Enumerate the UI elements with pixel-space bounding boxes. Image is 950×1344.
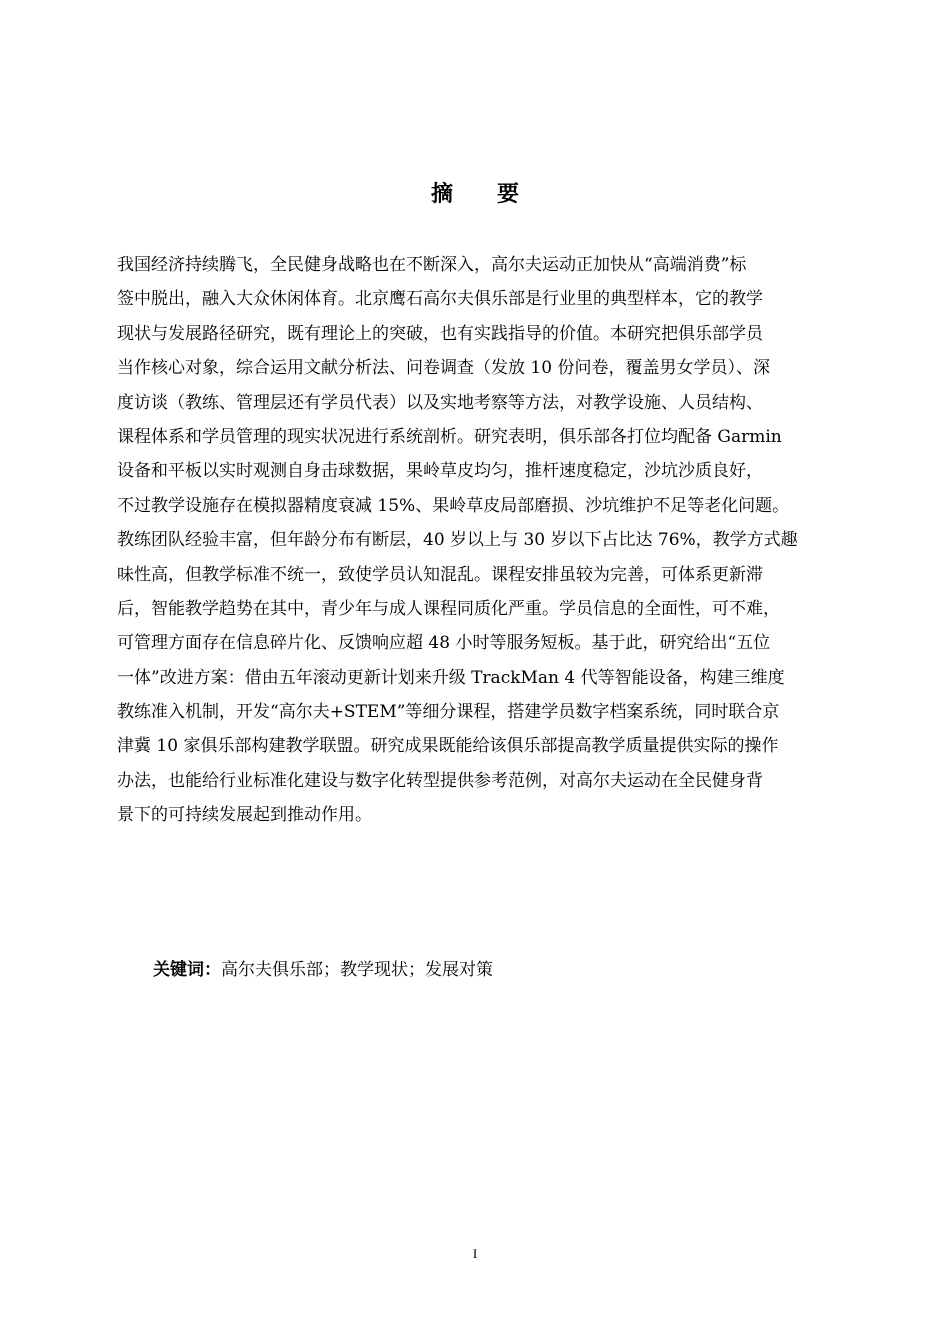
abstract-line: 现状与发展路径研究，既有理论上的突破，也有实践指导的价值。本研究把俱乐部学员 bbox=[117, 323, 763, 344]
keywords-value: 高尔夫俱乐部；教学现状；发展对策 bbox=[221, 960, 493, 980]
abstract-line: 一体”改进方案：借由五年滚动更新计划来升级 TrackMan 4 代等智能设备，构建三维度 bbox=[117, 667, 785, 688]
abstract-line: 教练准入机制，开发“高尔夫+STEM”等细分课程，搭建学员数字档案系统，同时联合京 bbox=[117, 702, 780, 723]
abstract-line: 办法，也能给行业标准化建设与数字化转型提供参考范例，对高尔夫运动在全民健身背 bbox=[117, 770, 763, 791]
keywords-label: 关键词： bbox=[153, 960, 221, 980]
abstract-line: 当作核心对象，综合运用文献分析法、问卷调查（发放 10 份问卷，覆盖男女学员）、深 bbox=[117, 358, 770, 379]
abstract-line: 课程体系和学员管理的现实状况进行系统剖析。研究表明，俱乐部各打位均配备 Garmin bbox=[117, 426, 782, 447]
abstract-body bbox=[117, 248, 862, 833]
abstract-line: 签中脱出，融入大众休闲体育。北京鹰石高尔夫俱乐部是行业里的典型样本，它的教学 bbox=[117, 289, 763, 310]
abstract-line: 味性高，但教学标准不统一，致使学员认知混乱。课程安排虽较为完善，可体系更新滞 bbox=[117, 564, 763, 585]
abstract-line: 我国经济持续腾飞，全民健身战略也在不断深入，高尔夫运动正加快从“高端消费”标 bbox=[117, 255, 747, 275]
abstract-title-char-2: 要 bbox=[497, 182, 520, 207]
abstract-line: 景下的可持续发展起到推动作用。 bbox=[117, 805, 372, 826]
abstract-line: 度访谈（教练、管理层还有学员代表）以及实地考察等方法，对教学设施、人员结构、 bbox=[117, 392, 763, 413]
keywords-line bbox=[153, 956, 493, 984]
abstract-line: 后，智能教学趋势在其中，青少年与成人课程同质化严重。学员信息的全面性，可不难， bbox=[117, 598, 780, 619]
abstract-title bbox=[0, 178, 950, 212]
abstract-title-char-1: 摘 bbox=[430, 182, 453, 207]
abstract-line: 可管理方面存在信息碎片化、反馈响应超 48 小时等服务短板。基于此，研究给出“五位 bbox=[117, 633, 771, 654]
abstract-line: 不过教学设施存在模拟器精度衰减 15%、果岭草皮局部磨损、沙坑维护不足等老化问题。 bbox=[117, 495, 790, 516]
page-number: I bbox=[472, 1246, 478, 1261]
abstract-line: 津冀 10 家俱乐部构建教学联盟。研究成果既能给该俱乐部提高教学质量提供实际的操作 bbox=[117, 736, 779, 757]
abstract-line: 教练团队经验丰富，但年龄分布有断层，40 岁以上与 30 岁以下占比达 76%，教学方式趣 bbox=[117, 530, 798, 551]
abstract-line: 设备和平板以实时观测自身击球数据，果岭草皮均匀，推杆速度稳定，沙坑沙质良好， bbox=[117, 461, 763, 482]
